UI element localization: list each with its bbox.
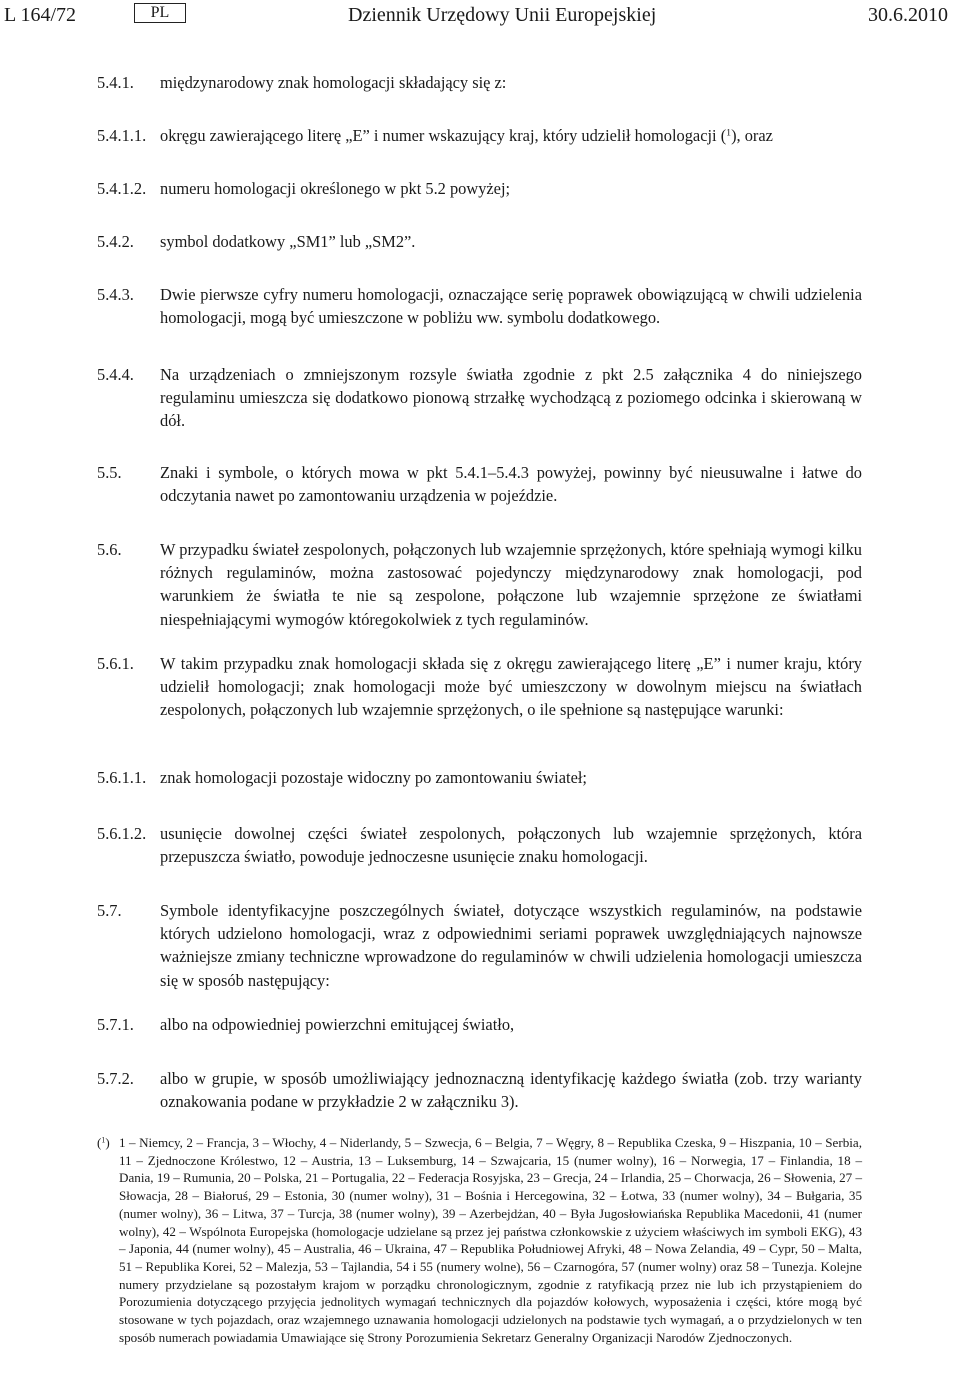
publication-date: 30.6.2010 (868, 4, 948, 26)
clause-number: 5.6.1. (97, 654, 134, 673)
clause-number: 5.6.1.1. (97, 768, 147, 787)
clause-text: usunięcie dowolnej części świateł zespolonych, połączonych lub wzajemnie sprzężonych, która przepuszcza światło, powoduje jednoczesne usunięcie znaku homologacji. (160, 824, 862, 867)
clause-text: Dwie pierwsze cyfry numeru homologacji, oznaczające serię poprawek obowiązującą w chwili udzielenia homologacji, mogą być umieszczone w pobliżu ww. symbolu dodatkowego. (160, 285, 862, 328)
clause-text: symbol dodatkowy „SM1” lub „SM2”. (160, 232, 416, 251)
clause-text: międzynarodowy znak homologacji składający się z: (160, 73, 507, 92)
clause-number: 5.7.1. (97, 1015, 134, 1034)
clause-text: znak homologacji pozostaje widoczny po zamontowaniu świateł; (160, 768, 587, 787)
clause-text: W takim przypadku znak homologacji składa się z okręgu zawierającego literę „E” i numer kraju, który udzielił homologacji; znak homologacji może być umieszczony w dowolnym miejscu na światłach zespolonych, połączonych lub wzajemnie sprzężonych, o ile spełnione są następujące warunki: (160, 654, 862, 720)
clause-number: 5.4.4. (97, 365, 134, 384)
footnote-text: 1 – Niemcy, 2 – Francja, 3 – Włochy, 4 – Niderlandy, 5 – Szwecja, 6 – Belgia, 7 – Węgry, 8 – Republika Czeska, 9 – Hiszpania, 10 – Serbia, 11 – Zjednoczone Królestwo, 12 – Austria, 13 – Luksemburg, 14 – Szwajcaria, 15 (numer wolny), 16 – Norwegia, 17 – Finlandia, 18 – Dania, 19 – Rumunia, 20 – Polska, 21 – Portugalia, 22 – Federacja Rosyjska, 23 – Grecja, 24 – Irlandia, 25 – Chorwacja, 26 – Słowenia, 27 – Słowacja, 28 – Białoruś, 29 – Estonia, 30 (numer wolny), 31 – Bośnia i Hercegowina, 32 – Łotwa, 33 (numer wolny), 34 – Bułgaria, 35 (numer wolny), 36 – Litwa, 37 – Turcja, 38 (numer wolny), 39 – Azerbejdżan, 40 – Była Jugosłowiańska Republika Macedonii, 41 (numer wolny), 42 – Wspólnota Europejska (homologacje udzielane są przez jej państwa członkowskie z użyciem właściwych im symboli EKG), 43 – Japonia, 44 (numer wolny), 45 – Australia, 46 – Ukraina, 47 – Republika Południowej Afryki, 48 – Nowa Zelandia, 49 – Cypr, 50 – Malta, 51 – Republika Korei, 52 – Malezja, 53 – Tajlandia, 54 i 55 (numery wolne), 56 – Czarnogóra, 57 (numer wolny) oraz 58 – Tunezja. Kolejne numery przydzielane są pozostałym krajom w porządku chronologicznym, zgodnie z ratyfikacją przez nie lub ich przystąpieniem do Porozumienia dotyczącego przyjęcia jednolitych wymagań technicznych dla pojazdów kołowych, wyposażenia i części, które mogą być stosowane w tych pojazdach, oraz wzajemnego uznawania homologacji udzielonych na podstawie tych wymagań, a o przydzielonych w ten sposób numerach powiadamia Umawiające się Strony Porozumienia Sekretarz Generalny Organizacji Narodów Zjednoczonych. (119, 1135, 862, 1345)
journal-title: Dziennik Urzędowy Unii Europejskiej (348, 4, 657, 26)
clause-number: 5.4.1.1. (97, 126, 147, 145)
clause-number: 5.4.2. (97, 232, 134, 251)
clause-text: Symbole identyfikacyjne poszczególnych świateł, dotyczące wszystkich regulaminów, na podstawie których udzielono homologacji, wraz z odpowiednimi seriami poprawek uwzględniających najnowsze ważniejsze zmiany techniczne wprowadzone do regulaminów w chwili udzielenia homologacji umieszcza się w sposób następujący: (160, 901, 862, 990)
clause-number: 5.4.1. (97, 73, 134, 92)
page-reference: L 164/72 (4, 4, 77, 26)
clause-text: albo na odpowiedniej powierzchni emitującej światło, (160, 1015, 515, 1034)
clause-text: okręgu zawierającego literę „E” i numer wskazujący kraj, który udzielił homologacji ($^1$), oraz (160, 126, 773, 145)
clause-text: Na urządzeniach o zmniejszonym rozsyle światła zgodnie z pkt 2.5 załącznika 4 do niniejszego regulaminu umieszcza się dodatkowo pionową strzałkę wychodzącą z poziomego odcinka i skierowaną w dół. (160, 365, 862, 431)
page-header (0, 0, 960, 36)
clause-number: 5.7.2. (97, 1069, 134, 1088)
clause-text: W przypadku świateł zespolonych, połączonych lub wzajemnie sprzężonych, które spełniają wymogi kilku różnych regulaminów, można zastosować pojedynczy międzynarodowy znak homologacji, pod warunkiem że światła te nie są zespolone, połączone lub wzajemnie sprzężone ze światłami niespełniającymi wymogów któregokolwiek z tych regulaminów. (160, 540, 863, 629)
footnote-reference[interactable]: 1 (726, 127, 732, 139)
clause-text: albo w grupie, w sposób umożliwiający jednoznaczną identyfikację każdego światła (zob. trzy warianty oznakowania podane w przykładzie 2 w załączniku 3). (160, 1069, 862, 1112)
clause-text: numeru homologacji określonego w pkt 5.2 powyżej; (160, 179, 511, 198)
clause-text: Znaki i symbole, o których mowa w pkt 5.4.1–5.4.3 powyżej, powinny być nieusuwalne i łatwe do odczytania nawet po zamontowaniu urządzenia w pojeździe. (160, 463, 862, 506)
clause-number: 5.4.1.2. (97, 179, 147, 198)
clause-number: 5.6. (97, 540, 122, 559)
clause-number: 5.5. (97, 463, 122, 482)
footnote-marker: ($^1$) (97, 1135, 110, 1150)
clause-number: 5.7. (97, 901, 122, 920)
clause-number: 5.6.1.2. (97, 824, 147, 843)
clause-number: 5.4.3. (97, 285, 134, 304)
language-box: PL (134, 3, 186, 23)
